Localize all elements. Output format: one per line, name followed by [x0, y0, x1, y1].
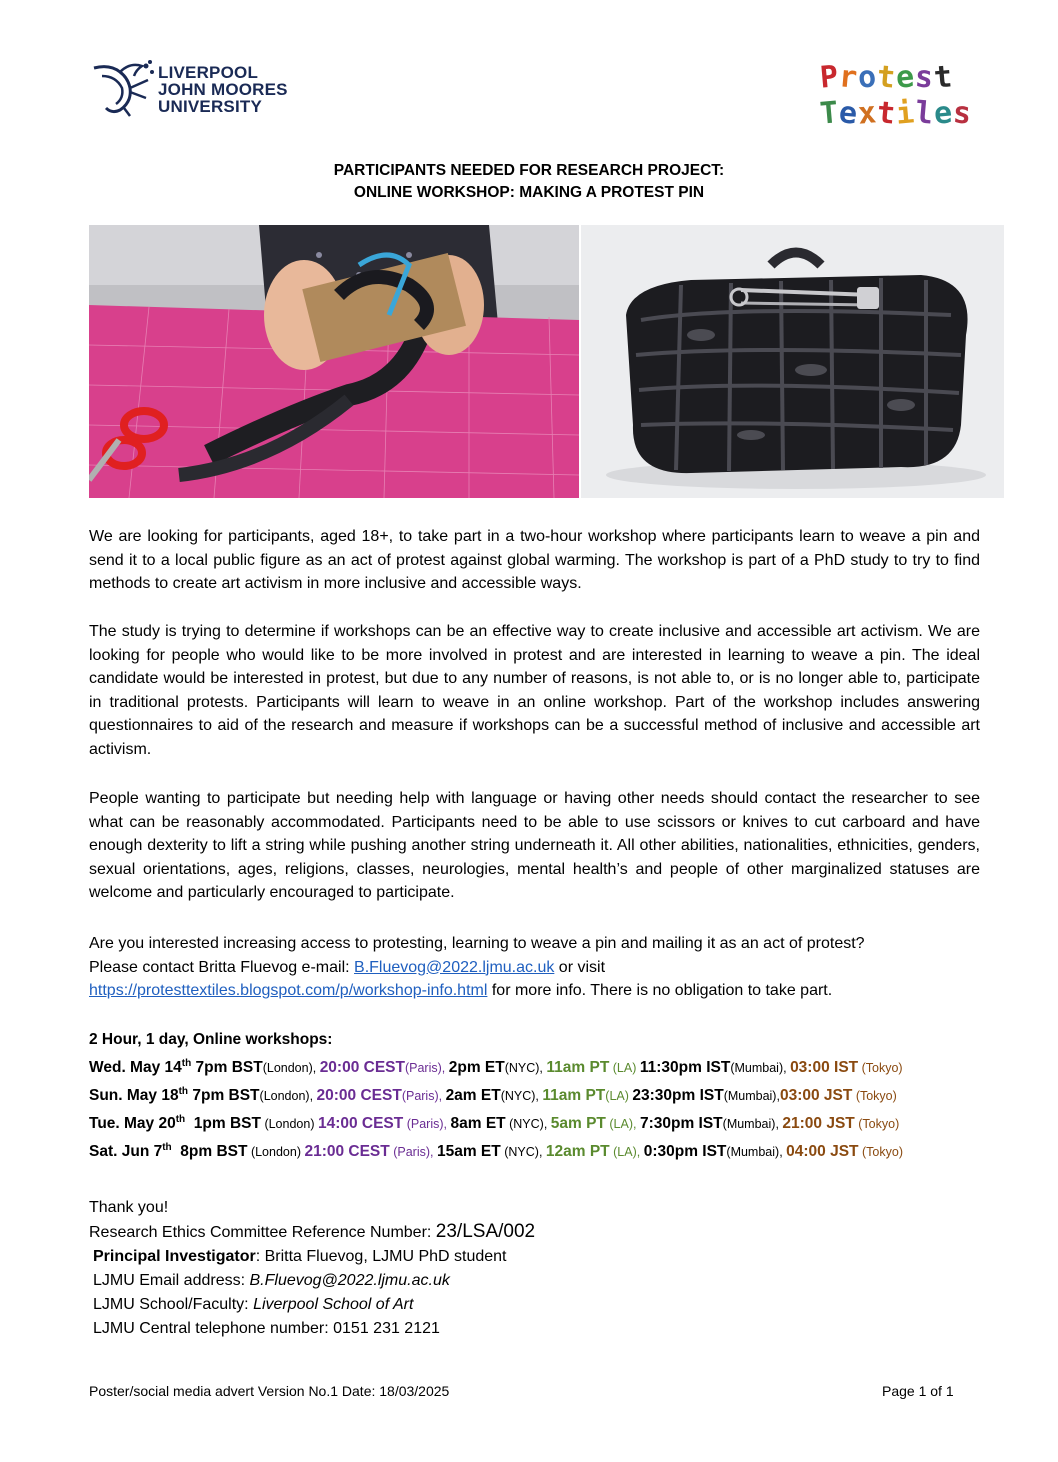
schedule-et: 15am ET: [436, 1143, 501, 1161]
paragraph-intro: We are looking for participants, aged 18+, to take part in a two-hour workshop where participants learn to weave a pin and send it to a local public figure as an act of protest against global warming. The workshop is part of a PhD study to try to find methods to create art activism in more inclusive and accessible ways.: [89, 528, 980, 592]
logo-letter: i: [894, 95, 917, 132]
schedule-day: Wed. May 14: [89, 1059, 182, 1077]
ljmu-phone: [89, 1317, 535, 1341]
schedule-la: (LA): [605, 1089, 633, 1104]
schedule-day: Tue. May 20: [89, 1115, 176, 1133]
schedule-jst: 03:00 IST: [790, 1059, 859, 1077]
schedule-ist: 7:30pm IST: [639, 1115, 723, 1133]
schedule-paris: (Paris),: [401, 1089, 446, 1104]
logo-letter: e: [894, 59, 917, 96]
schedule-nyc: (NYC),: [504, 1061, 547, 1076]
footer-page-number: Page 1 of 1: [882, 1383, 954, 1399]
paragraph-accessibility: People wanting to participate but needing help with language or having other needs should contact the researcher to see what can be reasonably accommodated. Participants need to be able to use scissors or knives to cut carboard and have enough dexterity to lift a string while pushing another string underneath it. All other abilities, nationalities, ethnicities, genders, sexual orientations, ages, religions, classes, neurologies, mental health’s and people of other marginalized statuses are welcome and particularly encouraged to participate.: [89, 790, 980, 901]
schedule-cest: 21:00 CEST: [304, 1143, 390, 1161]
schedule-heading: 2 Hour, 1 day, Online workshops:: [89, 1031, 333, 1048]
ethics-reference-label: Research Ethics Committee Reference Number:: [89, 1224, 436, 1241]
schedule-row: [89, 1136, 1009, 1164]
protest-textiles-logo: [820, 60, 973, 132]
page-title-line1: PARTICIPANTS NEEDED FOR RESEARCH PROJECT:: [333, 162, 725, 179]
logo-letter: l: [913, 95, 936, 132]
logo-letter: s: [913, 59, 936, 96]
schedule-et: 2pm ET: [448, 1059, 505, 1077]
ljmu-email-value: B.Fluevog@2022.ljmu.ac.uk: [249, 1272, 450, 1289]
ljmu-school-value: Liverpool School of Art: [253, 1296, 414, 1313]
schedule-day-suffix: th: [162, 1142, 172, 1154]
logo-letter: t: [875, 59, 898, 96]
logo-letter: t: [932, 59, 955, 96]
schedule-la: (LA),: [605, 1117, 640, 1132]
schedule-jst: 21:00 JST: [782, 1115, 855, 1133]
ljmu-phone-value: 0151 231 2121: [333, 1320, 440, 1337]
schedule-mumbai: (Mumbai),: [726, 1145, 787, 1160]
schedule-bst: 7pm BST: [191, 1059, 263, 1077]
schedule-ist: 0:30pm IST: [643, 1143, 727, 1161]
closing-block: [89, 1196, 535, 1341]
liver-bird-icon: [90, 58, 158, 120]
logo-letter: P: [818, 59, 841, 96]
schedule-tokyo: (Tokyo): [852, 1089, 897, 1104]
schedule-ist: 11:30pm IST: [639, 1059, 731, 1077]
contact-email-link[interactable]: B.Fluevog@2022.ljmu.ac.uk: [354, 958, 555, 976]
schedule-tokyo: (Tokyo): [854, 1117, 900, 1132]
contact-lead: Please contact Britta Fluevog e-mail:: [89, 958, 355, 976]
schedule-nyc: (NYC),: [505, 1117, 551, 1132]
ljmu-school: [89, 1293, 535, 1317]
paragraph-study: The study is trying to determine if workshops can be an effective way to create inclusive and accessible art activism. We are looking for people who would like to be more involved in protest and are interested in learning to weave a pin. The ideal candidate would be interested in protest, but due to any number of reasons, is not able to, or is no longer able to, participate in traditional protests. Participants will learn to weave in an online workshop. Part of the workshop includes answering questionnaires to aid of the research and measure if workshops can be a successful method of inclusive and accessible art activism.: [89, 623, 980, 758]
schedule-mumbai: (Mumbai),: [723, 1089, 780, 1104]
logo-letter: T: [818, 95, 841, 132]
schedule-et: 2am ET: [445, 1087, 501, 1105]
protest-logo-line1: [820, 60, 973, 96]
logo-letter: e: [932, 95, 955, 132]
ljmu-email-label: LJMU Email address:: [93, 1272, 250, 1289]
logo-letter: s: [951, 95, 975, 132]
schedule-bst: 8pm BST: [171, 1143, 248, 1161]
ljmu-email: [89, 1269, 535, 1293]
schedule-row: [89, 1108, 1009, 1136]
footer-version: Poster/social media advert Version No.1 Date: 18/03/2025: [89, 1383, 450, 1399]
schedule-et: 8am ET: [450, 1115, 506, 1133]
ljmu-phone-label: LJMU Central telephone number:: [93, 1320, 334, 1337]
schedule-pt: 12am PT: [545, 1143, 610, 1161]
schedule-day-suffix: th: [178, 1086, 189, 1098]
schedule-nyc: (NYC),: [500, 1145, 546, 1160]
schedule-paris: (Paris),: [404, 1061, 449, 1076]
ethics-reference: [89, 1220, 535, 1245]
schedule-pt: 11am PT: [546, 1059, 610, 1077]
ljmu-logo-line1: LIVERPOOL: [158, 62, 259, 82]
photo-weaving-hands: [89, 225, 579, 498]
ljmu-logo-line3: UNIVERSITY: [158, 96, 263, 116]
schedule-tokyo: (Tokyo): [858, 1061, 903, 1076]
schedule-la: (LA): [609, 1061, 640, 1076]
schedule-day-suffix: th: [175, 1114, 186, 1126]
schedule-la: (LA),: [609, 1145, 644, 1160]
pi-value: : Britta Fluevog, LJMU PhD student: [255, 1248, 507, 1265]
page-title-line2: ONLINE WORKSHOP: MAKING A PROTEST PIN: [353, 184, 705, 201]
schedule-cest: 20:00 CEST: [316, 1087, 402, 1105]
schedule-london: (London): [247, 1145, 305, 1160]
schedule-pt: 5am PT: [550, 1115, 606, 1133]
paragraph-contact: [89, 932, 980, 1003]
schedule-row: [89, 1052, 1009, 1080]
protest-logo-line2: [820, 96, 973, 132]
ljmu-logo-line2: JOHN MOORES: [158, 79, 288, 99]
logo-letter: r: [837, 59, 860, 96]
ljmu-logo: [90, 58, 288, 120]
contact-question: Are you interested increasing access to protesting, learning to weave a pin and mailing it as an act of protest?: [89, 935, 865, 952]
workshop-info-link[interactable]: https://protesttextiles.blogspot.com/p/workshop-info.html: [89, 982, 488, 999]
schedule-day: Sat. Jun 7: [89, 1143, 163, 1161]
contact-tail: for more info. There is no obligation to take part.: [487, 982, 833, 999]
schedule-bst: 1pm BST: [185, 1115, 261, 1133]
schedule: [89, 1028, 1009, 1165]
schedule-paris: (Paris),: [403, 1117, 451, 1132]
schedule-london: (London): [260, 1117, 318, 1132]
schedule-jst: 03:00 JST: [779, 1087, 853, 1105]
schedule-ist: 23:30pm IST: [632, 1087, 724, 1105]
logo-letter: t: [875, 95, 898, 132]
schedule-cest: 20:00 CEST: [319, 1059, 405, 1077]
schedule-mumbai: (Mumbai),: [730, 1061, 791, 1076]
schedule-bst: 7pm BST: [188, 1087, 260, 1105]
thanks-text: Thank you!: [89, 1199, 169, 1216]
ethics-reference-value: 23/LSA/002: [435, 1221, 536, 1242]
photo-woven-pin: [581, 225, 1004, 498]
pi-label: Principal Investigator: [93, 1248, 256, 1265]
contact-or-visit: or visit: [554, 958, 606, 976]
schedule-mumbai: (Mumbai),: [722, 1117, 783, 1132]
schedule-row: [89, 1080, 1009, 1108]
schedule-cest: 14:00 CEST: [317, 1115, 404, 1133]
schedule-day-suffix: th: [181, 1058, 192, 1069]
schedule-tokyo: (Tokyo): [858, 1145, 903, 1160]
logo-letter: o: [856, 59, 879, 96]
schedule-london: (London),: [262, 1061, 320, 1076]
schedule-day: Sun. May 18: [89, 1087, 179, 1105]
logo-letter: e: [837, 95, 860, 132]
schedule-london: (London),: [259, 1089, 317, 1104]
principal-investigator: [89, 1245, 535, 1269]
ljmu-school-label: LJMU School/Faculty:: [93, 1296, 254, 1313]
schedule-nyc: (NYC),: [500, 1089, 543, 1104]
schedule-pt: 11am PT: [542, 1087, 606, 1105]
logo-letter: x: [856, 95, 879, 132]
schedule-jst: 04:00 JST: [786, 1143, 859, 1161]
schedule-paris: (Paris),: [389, 1145, 437, 1160]
